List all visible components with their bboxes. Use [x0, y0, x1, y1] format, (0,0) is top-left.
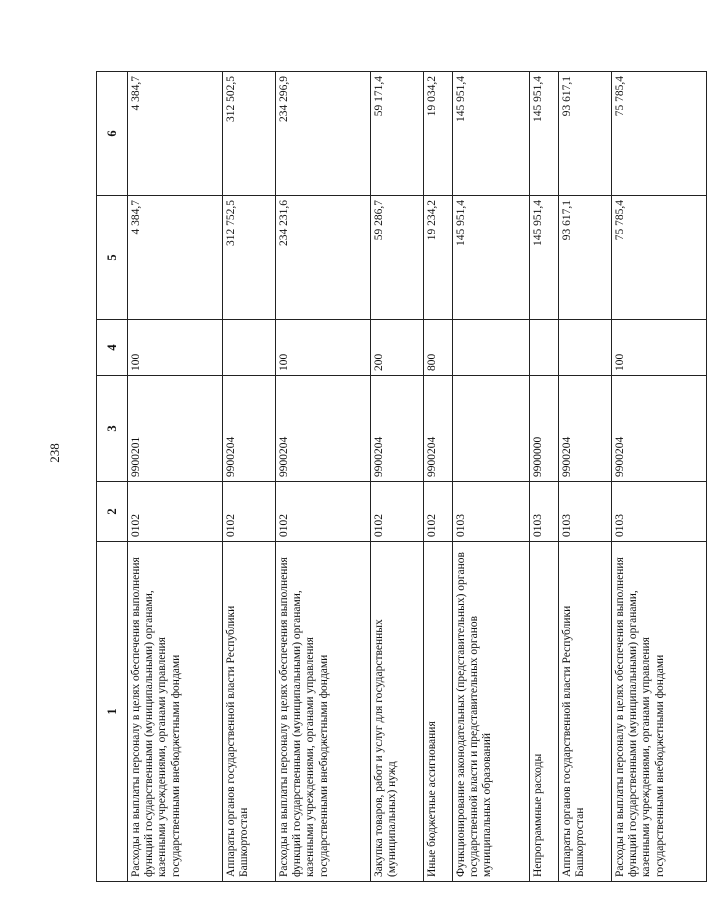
target-article-code: 9900201 — [128, 376, 223, 482]
amount-col6: 59 171,4 — [371, 72, 424, 196]
amount-col5: 234 231,6 — [276, 196, 371, 320]
table-row — [276, 72, 371, 882]
amount-col5: 145 951,4 — [530, 196, 559, 320]
section-code: 0102 — [223, 482, 276, 542]
amount-col6: 234 296,9 — [276, 72, 371, 196]
row-name: Аппараты органов государственной власти Республики Башкортостан — [559, 542, 612, 882]
amount-col5: 93 617,1 — [559, 196, 612, 320]
target-article-code: 9900000 — [530, 376, 559, 482]
header-cell-3: 3 — [97, 376, 128, 482]
target-article-code: 9900204 — [276, 376, 371, 482]
amount-col5: 4 384,7 — [128, 196, 223, 320]
amount-col5: 59 286,7 — [371, 196, 424, 320]
amount-col5: 145 951,4 — [453, 196, 530, 320]
target-article-code: 9900204 — [559, 376, 612, 482]
table-row — [530, 72, 559, 882]
expense-type-code: 100 — [128, 320, 223, 376]
header-cell-4: 4 — [97, 320, 128, 376]
expense-type-code: 200 — [371, 320, 424, 376]
page-number: 238 — [47, 443, 62, 463]
expense-type-code — [223, 320, 276, 376]
table-row — [612, 72, 707, 882]
target-article-code: 9900204 — [371, 376, 424, 482]
amount-col5: 75 785,4 — [612, 196, 707, 320]
expense-type-code: 800 — [424, 320, 453, 376]
section-code: 0103 — [453, 482, 530, 542]
row-name: Расходы на выплаты персоналу в целях обеспечения выполнения функций государственными (муниципальными) органами, казенными учреждениями, органами управления государственными внебюджетными фондами — [276, 542, 371, 882]
expense-type-code — [530, 320, 559, 376]
target-article-code — [453, 376, 530, 482]
amount-col6: 75 785,4 — [612, 72, 707, 196]
row-name: Закупка товаров, работ и услуг для государственных (муниципальных) нужд — [371, 542, 424, 882]
rotated-table-stage — [96, 72, 666, 882]
expense-type-code — [559, 320, 612, 376]
amount-col5: 19 234,2 — [424, 196, 453, 320]
header-cell-6: 6 — [97, 72, 128, 196]
section-code: 0103 — [559, 482, 612, 542]
row-name: Расходы на выплаты персоналу в целях обеспечения выполнения функций государственными (муниципальными) органами, казенными учреждениями, органами управления государственными внебюджетными фондами — [612, 542, 707, 882]
section-code: 0102 — [424, 482, 453, 542]
header-cell-2: 2 — [97, 482, 128, 542]
budget-table — [96, 71, 707, 882]
amount-col6: 4 384,7 — [128, 72, 223, 196]
amount-col5: 312 752,5 — [223, 196, 276, 320]
table-row — [559, 72, 612, 882]
section-code: 0102 — [371, 482, 424, 542]
row-name: Функционирование законодательных (представительных) органов государственной власти и представительных органов муниципальных образований — [453, 542, 530, 882]
header-cell-5: 5 — [97, 196, 128, 320]
section-code: 0103 — [612, 482, 707, 542]
target-article-code: 9900204 — [612, 376, 707, 482]
amount-col6: 145 951,4 — [453, 72, 530, 196]
expense-type-code: 100 — [276, 320, 371, 376]
amount-col6: 19 034,2 — [424, 72, 453, 196]
section-code: 0102 — [128, 482, 223, 542]
row-name: Непрограммные расходы — [530, 542, 559, 882]
header-row — [97, 72, 128, 882]
section-code: 0103 — [530, 482, 559, 542]
amount-col6: 93 617,1 — [559, 72, 612, 196]
table-row — [223, 72, 276, 882]
row-name: Иные бюджетные ассигнования — [424, 542, 453, 882]
table-row — [371, 72, 424, 882]
amount-col6: 312 502,5 — [223, 72, 276, 196]
header-cell-1: 1 — [97, 542, 128, 882]
expense-type-code: 100 — [612, 320, 707, 376]
row-name: Расходы на выплаты персоналу в целях обеспечения выполнения функций государственными (муниципальными) органами, казенными учреждениями, органами управления государственными внебюджетными фондами — [128, 542, 223, 882]
row-name: Аппараты органов государственной власти Республики Башкортостан — [223, 542, 276, 882]
amount-col6: 145 951,4 — [530, 72, 559, 196]
expense-type-code — [453, 320, 530, 376]
table-row — [128, 72, 223, 882]
table-row — [424, 72, 453, 882]
section-code: 0102 — [276, 482, 371, 542]
target-article-code: 9900204 — [424, 376, 453, 482]
target-article-code: 9900204 — [223, 376, 276, 482]
table-row — [453, 72, 530, 882]
